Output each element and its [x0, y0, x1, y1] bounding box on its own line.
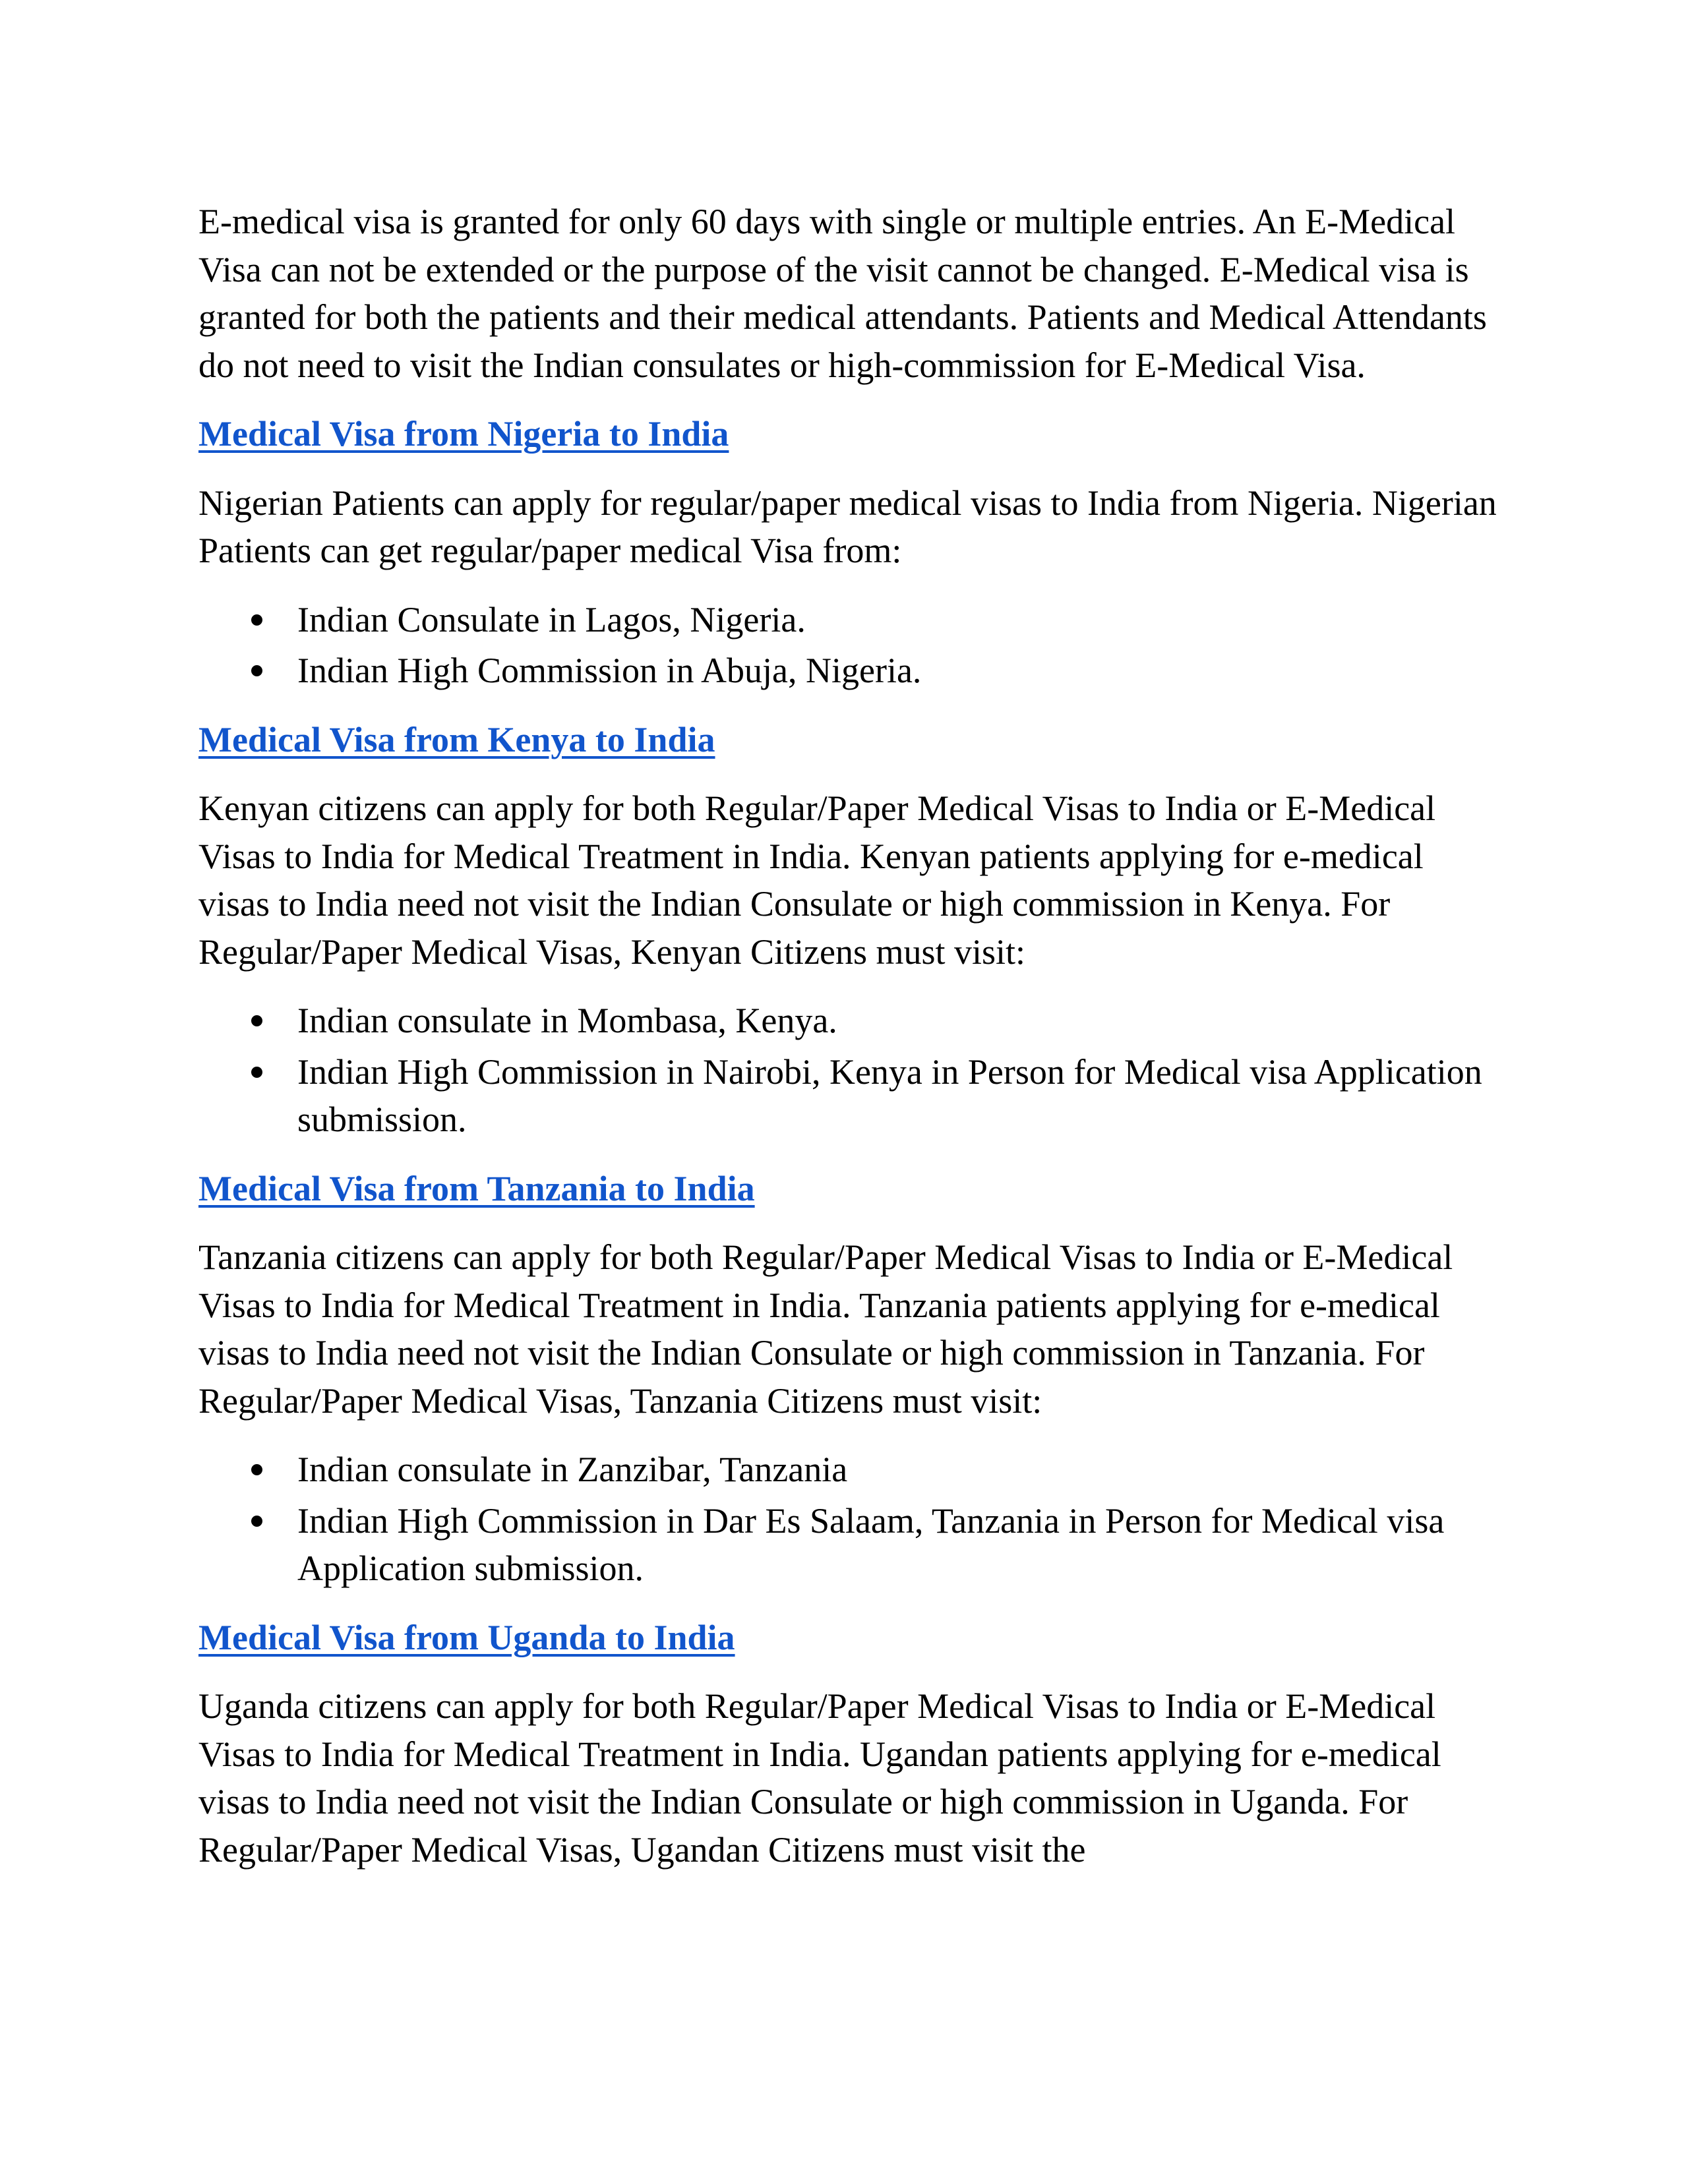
- section-heading-tanzania: [198, 1165, 1497, 1213]
- list-item-text: Indian consulate in Zanzibar, Tanzania: [297, 1450, 848, 1489]
- document-page: [198, 198, 1497, 1895]
- section-body-nigeria: Nigerian Patients can apply for regular/paper medical visas to India from Nigeria. Nigerian Patients can get regular/paper medical Visa from:: [198, 483, 1497, 570]
- bullet-icon: [251, 614, 262, 626]
- link-medical-visa-tanzania[interactable]: Medical Visa from Tanzania to India: [198, 1168, 755, 1208]
- list-item-text: Indian Consulate in Lagos, Nigeria.: [297, 599, 806, 639]
- list-item: [297, 1446, 1497, 1494]
- list-item: [297, 997, 1497, 1045]
- link-medical-visa-kenya[interactable]: Medical Visa from Kenya to India: [198, 719, 715, 759]
- list-item-text: Indian High Commission in Dar Es Salaam, Tanzania in Person for Medical visa Application submission.: [297, 1500, 1445, 1588]
- list-item: [297, 1048, 1497, 1144]
- section-heading-uganda: [198, 1614, 1497, 1662]
- bullet-icon: [251, 1067, 262, 1078]
- bullet-icon: [251, 1516, 262, 1527]
- bullet-icon: [251, 1015, 262, 1026]
- list-item: [297, 1497, 1497, 1593]
- link-medical-visa-uganda[interactable]: Medical Visa from Uganda to India: [198, 1617, 735, 1657]
- section-heading-nigeria: [198, 410, 1497, 458]
- bullet-list-tanzania: [198, 1446, 1497, 1593]
- bullet-icon: [251, 665, 262, 676]
- section-body-kenya: Kenyan citizens can apply for both Regular/Paper Medical Visas to India or E-Medical Visas to India for Medical Treatment in India. Kenyan patients applying for e-medical visas to India need not visit the Indian Consulate or high commission in Kenya. For Regular/Paper Medical Visas, Kenyan Citizens must visit:: [198, 788, 1436, 972]
- section-body-uganda: Uganda citizens can apply for both Regular/Paper Medical Visas to India or E-Medical Visas to India for Medical Treatment in India. Ugandan patients applying for e-medical visas to India need not visit the Indian Consulate or high commission in Uganda. For Regular/Paper Medical Visas, Ugandan Citizens must visit the: [198, 1686, 1441, 1870]
- list-item-text: Indian High Commission in Abuja, Nigeria.: [297, 651, 922, 690]
- list-item: [297, 596, 1497, 644]
- section-heading-kenya: [198, 716, 1497, 764]
- bullet-icon: [251, 1464, 262, 1475]
- list-item-text: Indian High Commission in Nairobi, Kenya in Person for Medical visa Application submission.: [297, 1051, 1482, 1139]
- intro-paragraph: E-medical visa is granted for only 60 days with single or multiple entries. An E-Medical Visa can not be extended or the purpose of the visit cannot be changed. E-Medical visa is granted for both the patients and their medical attendants. Patients and Medical Attendants do not need to visit the Indian consulates or high-commission for E-Medical Visa.: [198, 202, 1487, 385]
- bullet-list-nigeria: [198, 596, 1497, 695]
- bullet-list-kenya: [198, 997, 1497, 1144]
- list-item: [297, 647, 1497, 695]
- link-medical-visa-nigeria[interactable]: Medical Visa from Nigeria to India: [198, 414, 729, 454]
- list-item-text: Indian consulate in Mombasa, Kenya.: [297, 1001, 837, 1040]
- section-body-tanzania: Tanzania citizens can apply for both Regular/Paper Medical Visas to India or E-Medical Visas to India for Medical Treatment in India. Tanzania patients applying for e-medical visas to India need not visit the Indian Consulate or high commission in Tanzania. For Regular/Paper Medical Visas, Tanzania Citizens must visit:: [198, 1237, 1453, 1421]
